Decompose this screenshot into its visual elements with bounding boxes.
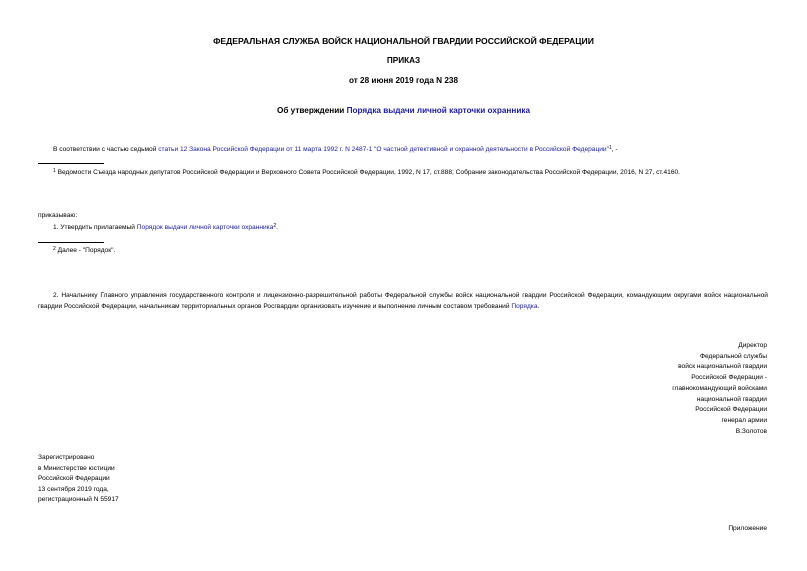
footnote-2-mark: 2 xyxy=(53,246,56,252)
registration-line: Российской Федерации xyxy=(38,475,110,482)
signature-line: Российской Федерации xyxy=(695,406,767,414)
signature-name: В.Золотов xyxy=(735,427,767,435)
footnote-divider-1 xyxy=(38,163,104,164)
registration-line: в Министерстве юстиции xyxy=(38,464,115,472)
footnote-ref-2[interactable]: 2 xyxy=(273,223,277,229)
document-type: ПРИКАЗ xyxy=(386,56,421,65)
signature-block xyxy=(672,341,767,437)
title-link[interactable]: Порядка выдачи личной карточки охранника xyxy=(346,106,531,115)
footnote-1 xyxy=(53,168,680,177)
signature-line: Федеральной службы xyxy=(699,352,767,360)
appendix-label: Приложение xyxy=(728,525,767,532)
registration-line: регистрационный N 55917 xyxy=(38,496,119,503)
preamble-text-before: В соответствии с частью седьмой xyxy=(53,146,159,153)
footnote-1-text: Ведомости Съезда народных депутатов Российской Федерации и Верховного Совета Российской Федерации, 1992, N 17, ст.888; Собрание законодательства Российской Федерации, 2016, N 27, ст.4160. xyxy=(57,169,681,176)
footnote-1-mark: 1 xyxy=(53,168,56,174)
footnote-2-text: Далее - "Порядок". xyxy=(57,247,116,254)
document-title xyxy=(0,106,807,115)
procedure-link-2[interactable]: Порядка xyxy=(511,303,538,310)
agency-heading: ФЕДЕРАЛЬНАЯ СЛУЖБА ВОЙСК НАЦИОНАЛЬНОЙ ГВАРДИИ РОССИЙСКОЙ ФЕДЕРАЦИИ xyxy=(213,36,594,46)
signature-line: генерал армии xyxy=(721,416,767,424)
signature-line: Российской Федерации - xyxy=(691,374,767,382)
signature-line: главнокомандующий войсками xyxy=(672,384,767,392)
order-word: приказываю: xyxy=(38,212,78,219)
item-2-text-before: 2. Начальнику Главного управления государственного контроля и лицензионно-разрешительной работы Федеральной службы войск национальной гвардии Российской Федерации, командующим округами войск национальной гвардии Российской Федерации, начальникам территориальных органов Росгвардии организовать изучение и выполнение личным составом требований xyxy=(38,292,768,310)
item-2-text-after: . xyxy=(537,303,540,310)
law-article-link[interactable]: статьи 12 Закона Российской Федерации от 11 марта 1992 г. N 2487-1 "О частной детективной и охранной деятельности в Российской Федерации" xyxy=(158,146,609,153)
footnote-divider-2 xyxy=(38,242,104,243)
item-1 xyxy=(53,223,278,232)
signature-line: Директор xyxy=(738,342,767,349)
signature-line: национальной гвардии xyxy=(696,395,767,403)
title-prefix: Об утверждении xyxy=(276,106,347,115)
preamble-text-after: , - xyxy=(611,146,618,153)
item-1-text-after: . xyxy=(276,224,278,231)
footnote-ref-1[interactable]: 1 xyxy=(608,145,612,151)
registration-block xyxy=(38,453,119,506)
document-date-number: от 28 июня 2019 года N 238 xyxy=(348,76,459,85)
registration-line: 13 сентября 2019 года, xyxy=(38,485,109,493)
registration-line: Зарегистрировано xyxy=(38,454,95,461)
preamble xyxy=(53,145,618,154)
signature-line: войск национальной гвардии xyxy=(678,363,767,371)
item-1-text-before: 1. Утвердить прилагаемый xyxy=(53,224,137,231)
item-2 xyxy=(38,290,768,312)
procedure-link[interactable]: Порядок выдачи личной карточки охранника xyxy=(136,224,274,231)
footnote-2 xyxy=(53,246,115,255)
